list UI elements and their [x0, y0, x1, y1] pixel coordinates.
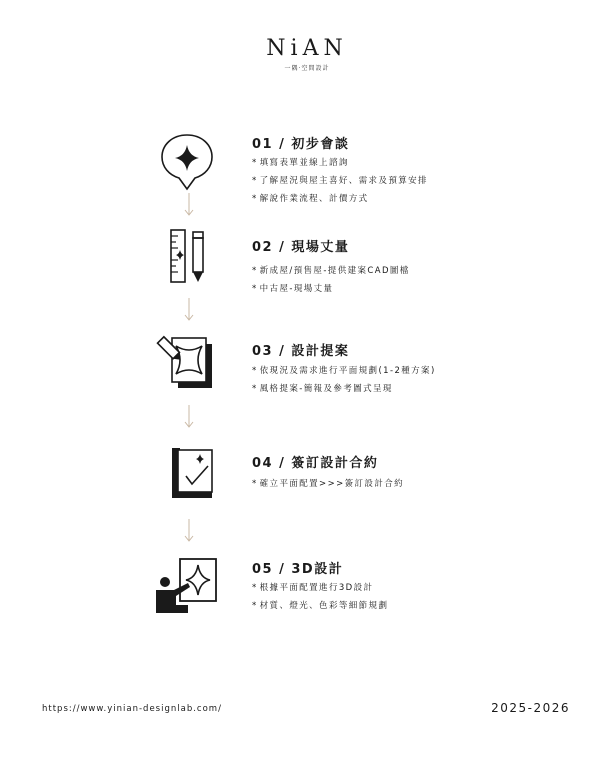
bullet-item: * 風格提案-簡報及參考圖式呈現 — [252, 384, 393, 394]
down-arrow-icon — [183, 193, 195, 221]
logo-name: NiAN — [266, 36, 348, 61]
bullet-item: * 了解屋況與屋主喜好、需求及預算安排 — [252, 176, 428, 186]
step-title: 04 / 簽訂設計合約 — [252, 456, 379, 471]
brand-logo — [0, 36, 614, 72]
step-title: 02 / 現場丈量 — [252, 240, 350, 255]
step-title: 01 / 初步會談 — [252, 137, 350, 152]
bullet-item: * 依現況及需求進行平面規劃(1-2種方案) — [252, 366, 436, 376]
bullet-item: * 新成屋/預售屋-提供建案CAD圖檔 — [252, 266, 410, 276]
bullet-item: * 根據平面配置進行3D設計 — [252, 583, 374, 593]
down-arrow-icon — [183, 519, 195, 547]
bullet-item: * 材質、燈光、色彩等細節規劃 — [252, 601, 389, 611]
bullet-item: * 確立平面配置>>>簽訂設計合約 — [252, 479, 405, 489]
step-bullets — [252, 262, 410, 298]
step-bullets — [252, 362, 436, 398]
bullet-item: * 中古屋-現場丈量 — [252, 284, 334, 294]
down-arrow-icon — [183, 405, 195, 433]
down-arrow-icon — [183, 298, 195, 326]
chat-sparkle-icon — [152, 127, 222, 197]
sketch-plan-icon — [152, 330, 222, 400]
bullet-item: * 填寫表單並線上諮詢 — [252, 158, 349, 168]
website-link[interactable]: https://www.yinian-designlab.com/ — [42, 704, 222, 714]
step-title: 05 / 3D設計 — [252, 562, 344, 577]
logo-subtitle: 一隅·空間設計 — [284, 65, 330, 72]
step-bullets — [252, 154, 428, 208]
bullet-item: * 解說作業流程、計價方式 — [252, 194, 369, 204]
step-title: 03 / 設計提案 — [252, 344, 350, 359]
year-range: 2025-2026 — [491, 701, 570, 715]
ruler-pencil-icon — [152, 222, 222, 292]
contract-check-icon — [152, 440, 222, 510]
presentation-icon — [152, 553, 222, 623]
step-bullets — [252, 579, 388, 615]
step-bullets — [252, 475, 404, 493]
